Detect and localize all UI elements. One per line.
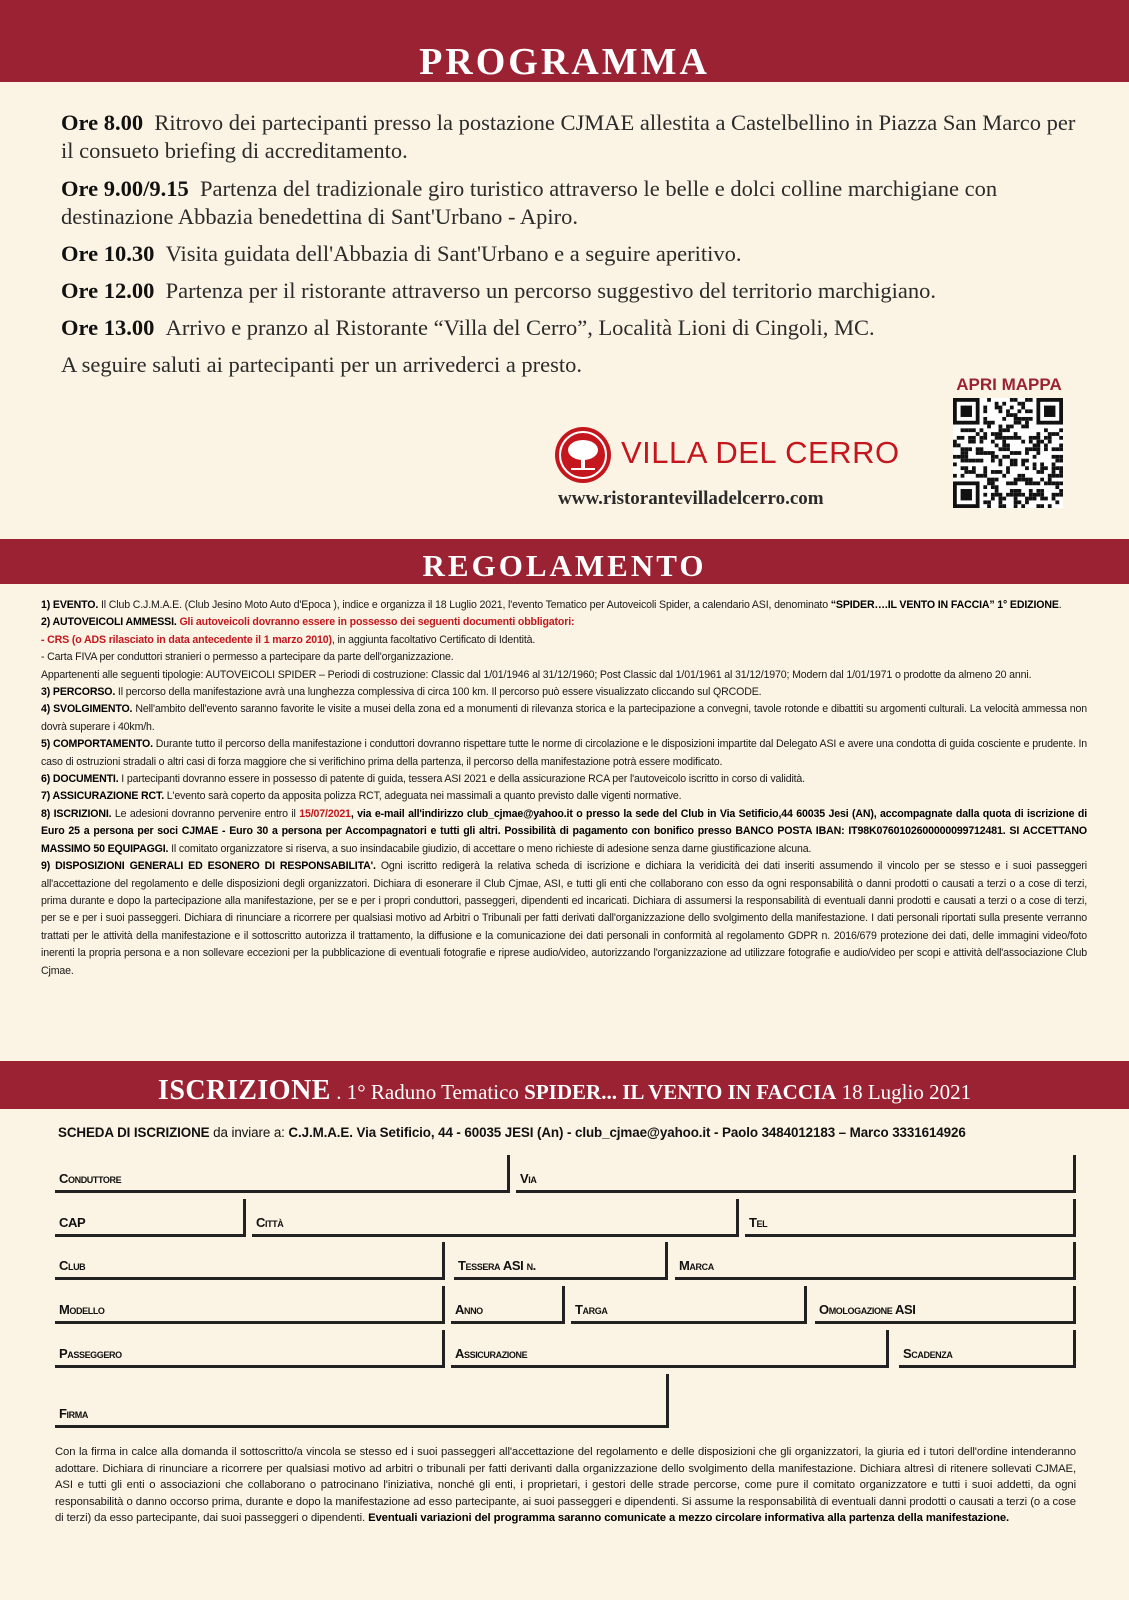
field-label: Targa <box>575 1302 608 1317</box>
rule-text: Le adesioni dovranno pervenire entro il <box>111 807 300 820</box>
club-field[interactable] <box>55 1242 445 1280</box>
field-label: Marca <box>679 1258 714 1273</box>
cap-field[interactable] <box>55 1199 246 1237</box>
programma-text: Visita guidata dell'Abbazia di Sant'Urbano e a seguire aperitivo. <box>165 241 742 266</box>
rule-text: Il percorso della manifestazione avrà una lunghezza complessiva di circa 100 km. Il percorso può essere visualizzato cliccando sul QRCODE. <box>115 686 762 699</box>
regolamento-body <box>41 597 1087 980</box>
modello-field[interactable] <box>55 1286 445 1324</box>
scheda-line <box>58 1125 1088 1140</box>
field-label: Passeggero <box>59 1346 122 1361</box>
field-label: Città <box>256 1215 284 1230</box>
programma-item <box>61 109 1081 165</box>
field-label: Conduttore <box>59 1171 122 1186</box>
rule-heading: 9) DISPOSIZIONI GENERALI ED ESONERO DI RESPONSABILITA'. <box>41 860 376 873</box>
rule-heading: 2) AUTOVEICOLI AMMESSI. <box>41 616 177 629</box>
tel-field[interactable] <box>745 1199 1076 1237</box>
event-name: “SPIDER….IL VENTO IN FACCIA” 1° EDIZIONE <box>830 599 1059 611</box>
scadenza-field[interactable] <box>899 1330 1076 1368</box>
qr-label: APRI MAPPA <box>956 375 1062 394</box>
marca-field[interactable] <box>675 1242 1076 1280</box>
tree-icon <box>553 425 613 485</box>
conduttore-field[interactable] <box>55 1155 510 1193</box>
programma-time: Ore 10.30 <box>61 241 155 266</box>
programma-item <box>61 240 1081 268</box>
tessera-asi-field[interactable] <box>454 1242 668 1280</box>
footer-bold-text: Eventuali variazioni del programma saranno comunicate a mezzo circolare informativa alla partenza della manifestazione. <box>368 1512 1010 1524</box>
regolamento-title: REGOLAMENTO <box>422 548 707 583</box>
rule-heading: 6) DOCUMENTI. <box>41 773 119 786</box>
programma-item <box>61 314 1081 342</box>
field-label: Modello <box>59 1302 105 1317</box>
programma-text: Partenza del tradizionale giro turistico attraverso le belle e dolci colline marchigiane con destinazione Abbazia benedettina di Sant'Urbano - Apiro. <box>61 176 998 229</box>
rule-text: Durante tutto il percorso della manifestazione i conduttori dovranno rispettare tutte le norme di circolazione e le disposizioni impartite dal Delegato ASI e avere una condotta di guida cosciente e prudente. In caso di ostruzioni stradali o altri casi di forza maggiore che si verifichino prima della partenza, il percorso della manifestazione potrà essere modificato. <box>41 738 1088 768</box>
sponsor-name: VILLA DEL CERRO <box>621 435 900 470</box>
rule-bold-text: , via e-mail all'indirizzo club_cjmae@yahoo.it o presso la sede del Club in Via Setificio,44 60035 Jesi (AN), accompagnate dalla quota di iscrizione di Euro 25 a persona per soci CJMAE - Euro 30 a persona per Accompagnatori e tutti gli altri. Possibilità di pagamento con bonifico presso BANCO POSTA IBAN: IT98K0760102600000099712481. SI ACCETTANO MASSIMO 50 EQUIPAGGI. <box>41 807 1087 855</box>
footer-text: Con la firma in calce alla domanda il sottoscritto/a vincola se stesso ed i suoi passeggeri all'accettazione del regolamento e delle disposizioni che gli organizzatori, la giuria ed i tutori dell'ordine intenderanno adottare. Dichiara di rinunciare a ricorrere per qualsiasi motivo ad arbitri o tribunali per fatti derivanti dalla organizzazione dello svolgimento della manifestazione. Dichiara altresì di ritenere sollevati CJMAE, ASI e tutti gli enti o associazioni che collaborano o patrocinano l'iniziativa, nonché gli enti, i proprietari, i gestori delle strade percorse, come pure il comitato organizzatore e tutti i suoi addetti, da ogni responsabilità o danno occorso prima, durante e dopo la manifestazione ad esso partecipante, ai suoi passeggeri e dipendenti. Si assume la responsabilità di eventuali danni prodotti o causati a terzi (o a cose di terzi) da esso partecipante, dai suoi passeggeri o dipendenti. <box>55 1446 1076 1524</box>
omologazione-asi-field[interactable] <box>815 1286 1076 1324</box>
rule-heading: 4) SVOLGIMENTO. <box>41 703 133 716</box>
programma-closing: A seguire saluti ai partecipanti per un arrivederci a presto. <box>61 352 583 377</box>
programma-time: Ore 8.00 <box>61 110 144 135</box>
programma-item <box>61 175 1081 231</box>
programma-time: Ore 13.00 <box>61 315 155 340</box>
rule-text: Ogni iscritto redigerà la relativa scheda di iscrizione e dichiara la veridicità dei dati inseriti assumendo il vincolo per se stesso e i suoi passeggeri all'accettazione del regolamento e delle disposizioni degli organizzatori. Dichiara di esonerare il Club Cjmae, ASI, e tutti gli enti che collaborano con esso da ogni responsabilità o danni prodotti o causati a terzi o a cose di terzi, prima durante e dopo la partecipazione alla manifestazione, per se e per i propri conduttori, passeggeri, dipendenti ed incaricati. Dichiara di assumersi la responsabilità di eventuali danni prodotti e causati a terzi o a cose di terzi, per se e per i suoi passeggeri. Dichiara di rinunciare a ricorrere per qualsiasi motivo ad Arbitri o Tribunali per fatti derivati dall'organizzazione dello svolgimento della manifestazione. I dati personali riportati sulla presente verranno trattati per le attività della manifestazione e il sottoscritto autorizza il trattamento, la diffusione e la comunicazione dei dati personali in conformità al regolamento GDPR n. 2016/679 protezione dei dati, delle immagini video/foto inerenti la propria persona e a non sollevare eccezioni per la pubblicazione di eventuali fotografie e riprese audio/video, autorizzando l'organizzazione ad utilizzare fotografie e audio/video per scopi e attività dell'associazione Club Cjmae. <box>41 860 1087 977</box>
scheda-label: SCHEDA DI ISCRIZIONE <box>58 1125 210 1140</box>
iscrizione-title <box>0 1075 1129 1107</box>
rule-heading: 3) PERCORSO. <box>41 686 116 699</box>
iscrizione-subtitle: . 1° Raduno Tematico <box>330 1080 525 1104</box>
field-label: Club <box>59 1258 86 1273</box>
rule-heading: 1) EVENTO. <box>41 599 99 611</box>
programma-time: Ore 9.00/9.15 <box>61 176 189 201</box>
deadline-date: 15/07/2021 <box>299 807 351 820</box>
rule-text: , in aggiunta facoltativo Certificato di Identità. <box>331 633 536 646</box>
rule-text: Il comitato organizzatore si riserva, a suo insindacabile giudizio, di accettare o meno richieste di adesione senza darne giustificazione alcuna. <box>168 842 812 855</box>
villa-del-cerro-logo[interactable] <box>553 425 900 487</box>
rule-text: Il Club C.J.M.A.E. (Club Jesino Moto Auto d'Epoca ), indice e organizza il 18 Luglio 2021, l'evento Tematico per Autoveicoli Spider, a calendario ASI, denominato <box>98 599 831 611</box>
rule-text: Nell'ambito dell'evento saranno favorite le visite a musei della zona ed a monumenti di rilevanza storica e la partecipazione a convegni, tavole rotonde e dibattiti su argomenti culturali. La velocità ammessa non dovrà superare i 40km/h. <box>41 703 1087 733</box>
iscrizione-event: SPIDER... IL VENTO IN FACCIA <box>524 1080 837 1104</box>
firma-field[interactable] <box>55 1374 669 1428</box>
programma-text: Arrivo e pranzo al Ristorante “Villa del Cerro”, Località Lioni di Cingoli, MC. <box>165 315 875 340</box>
field-label: Tel <box>749 1215 768 1230</box>
field-label: Via <box>520 1171 537 1186</box>
programma-item <box>61 277 1081 305</box>
field-label: CAP <box>59 1215 86 1230</box>
assicurazione-field[interactable] <box>451 1330 889 1368</box>
field-label: Assicurazione <box>455 1346 528 1361</box>
rule-text: Appartenenti alle seguenti tipologie: AUTOVEICOLI SPIDER – Periodi di costruzione: Classic dal 1/01/1946 al 31/12/1960; Post Classic dal 1/01/1961 al 31/12/1970; Modern dal 1/01/1971 o prodotte da almeno 20 anni. <box>41 668 1032 681</box>
qr-code-icon[interactable] <box>953 398 1063 508</box>
rule-text: - Carta FIVA per conduttori stranieri o permesso a partecipare da parte dell'organizzazione. <box>41 651 454 664</box>
programma-time: Ore 12.00 <box>61 278 155 303</box>
iscrizione-date: 18 Luglio 2021 <box>836 1080 972 1104</box>
field-label: Firma <box>59 1406 88 1421</box>
rule-text: . <box>1058 599 1062 611</box>
passeggero-field[interactable] <box>55 1330 445 1368</box>
rule-heading: 5) COMPORTAMENTO. <box>41 738 153 751</box>
iscrizione-heading: ISCRIZIONE <box>157 1075 331 1106</box>
sponsor-url[interactable]: www.ristorantevilladelcerro.com <box>558 488 824 509</box>
field-label: Tessera ASI n. <box>458 1258 536 1273</box>
rule-heading: 7) ASSICURAZIONE RCT. <box>41 790 165 803</box>
rule-heading: 8) ISCRIZIONI. <box>41 807 112 820</box>
programma-text: Ritrovo dei partecipanti presso la postazione CJMAE allestita a Castelbellino in Piazza San Marco per il consueto briefing di accreditamento. <box>61 110 1076 163</box>
rule-warning: Gli autoveicoli dovranno essere in possesso dei seguenti documenti obbligatori: <box>176 616 575 629</box>
field-label: Omologazione ASI <box>819 1302 916 1317</box>
programma-text: Partenza per il ristorante attraverso un percorso suggestivo del territorio marchigiano. <box>165 278 936 303</box>
programma-title: PROGRAMMA <box>419 41 710 83</box>
rule-warning: - CRS (o ADS rilasciato in data antecedente il 1 marzo 2010) <box>41 633 332 646</box>
field-label: Anno <box>455 1302 483 1317</box>
footer-disclaimer <box>55 1444 1076 1527</box>
scheda-contact: C.J.M.A.E. Via Setificio, 44 - 60035 JESI (An) - club_cjmae@yahoo.it - Paolo 3484012183 – Marco 3331614926 <box>288 1125 966 1140</box>
targa-field[interactable] <box>571 1286 807 1324</box>
citta-field[interactable] <box>252 1199 739 1237</box>
via-field[interactable] <box>516 1155 1076 1193</box>
anno-field[interactable] <box>451 1286 565 1324</box>
rule-text: I partecipanti dovranno essere in possesso di patente di guida, tessera ASI 2021 e della assicurazione RCA per l'autoveicolo iscritto in corso di validità. <box>118 773 805 786</box>
scheda-text: da inviare a: <box>209 1125 289 1140</box>
rule-text: L'evento sarà coperto da apposita polizza RCT, adeguata nei massimali a quanto previsto dalle vigenti normative. <box>164 790 682 803</box>
field-label: Scadenza <box>903 1346 953 1361</box>
